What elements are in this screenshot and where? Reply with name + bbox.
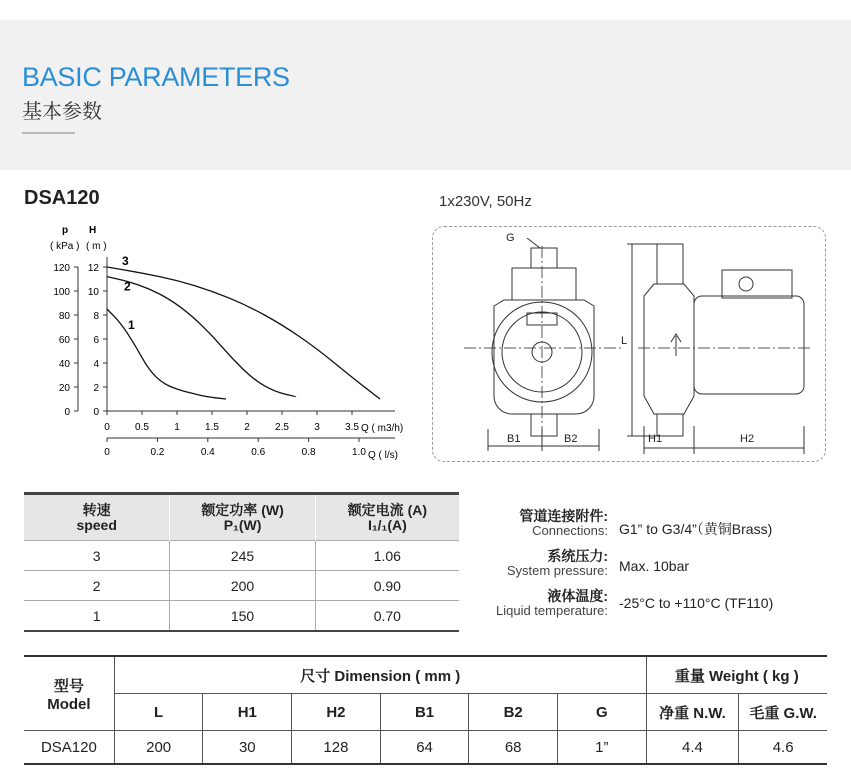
curve-label-2: 2 xyxy=(124,279,131,294)
p-tick-label: 120 xyxy=(53,263,70,274)
axis-p-unit: ( kPa ) xyxy=(50,241,80,252)
q-ls-tick-label: 1.0 xyxy=(352,447,366,458)
h-tick-label: 8 xyxy=(93,311,99,322)
p-tick-label: 40 xyxy=(58,359,70,370)
axis-q-ls-label: Q ( l/s) xyxy=(368,450,398,461)
spec-pressure-cn: 系统压力: xyxy=(547,548,608,564)
q-m3h-tick-label: 1 xyxy=(174,422,180,433)
page-title: BASIC PARAMETERS xyxy=(22,62,290,92)
curve-speed-2 xyxy=(107,277,296,397)
h-tick-label: 10 xyxy=(87,287,99,298)
speed-table xyxy=(24,492,459,632)
side-top-pipe xyxy=(657,244,683,284)
label-b1: B1 xyxy=(507,433,521,445)
left-axis-ticks xyxy=(53,257,107,418)
h-tick-label: 2 xyxy=(93,383,99,394)
performance-curve-chart xyxy=(30,222,410,467)
h-tick-label: 6 xyxy=(93,335,99,346)
curve-label-1: 1 xyxy=(128,318,135,332)
spec-connections-en: Connections: xyxy=(532,523,608,538)
q-m3h-tick-label: 1.5 xyxy=(205,422,219,433)
axis-h-unit: ( m ) xyxy=(86,241,107,252)
pump-technical-drawing xyxy=(432,226,826,462)
q-m3h-tick-label: 2 xyxy=(244,422,250,433)
q-m3h-tick-label: 3 xyxy=(314,422,320,433)
header-model: 型号 Model xyxy=(24,656,114,731)
curve-label-3: 3 xyxy=(122,254,129,268)
label-b2: B2 xyxy=(564,433,578,445)
table-row: 1 150 0.70 xyxy=(24,601,459,632)
dimension-table xyxy=(24,655,827,765)
q-ls-tick-label: 0.8 xyxy=(301,447,316,458)
speed-table-header xyxy=(24,494,459,541)
title-underline xyxy=(22,132,75,134)
table-row: 3 245 1.06 xyxy=(24,541,459,571)
q-m3h-tick-label: 0.5 xyxy=(135,422,149,433)
q-m3h-tick-label: 2.5 xyxy=(275,422,289,433)
p-tick-label: 0 xyxy=(64,407,70,418)
header-current: 额定电流 (A) I₁/₁(A) xyxy=(315,494,459,541)
header-speed: 转速 speed xyxy=(24,494,170,541)
q-m3h-tick-label: 3.5 xyxy=(345,422,359,433)
header-power: 额定功率 (W) P₁(W) xyxy=(170,494,315,541)
spec-connections-value: G1” to G3/4”（黄铜Brass) xyxy=(619,521,773,537)
flow-arrow xyxy=(671,334,681,356)
spec-temperature-value: -25°C to +110°C (TF110) xyxy=(619,595,774,611)
curve-speed-3 xyxy=(107,267,380,399)
spec-connections-cn: 管道连接附件: xyxy=(519,508,608,524)
bottom-pipe-connection xyxy=(531,414,557,436)
terminal-box xyxy=(512,268,576,300)
x-axis-ticks xyxy=(104,411,395,458)
top-pipe-connection xyxy=(531,248,557,268)
axis-h-label: H xyxy=(89,225,97,236)
p-tick-label: 80 xyxy=(58,311,70,322)
model-title: DSA120 xyxy=(24,187,100,209)
pump-body-outline xyxy=(494,300,594,414)
curve-speed-1 xyxy=(107,309,226,399)
q-ls-tick-label: 0.6 xyxy=(251,447,266,458)
label-g: G xyxy=(506,232,515,244)
page-subtitle: 基本参数 xyxy=(22,101,102,123)
spec-temperature-cn: 液体温度: xyxy=(547,588,608,604)
table-row: 2 200 0.90 xyxy=(24,571,459,601)
header-dimension: 尺寸 Dimension ( mm ) xyxy=(114,656,646,694)
voltage-label: 1x230V, 50Hz xyxy=(439,193,532,210)
side-terminal-screw xyxy=(739,277,753,291)
label-h1: H1 xyxy=(648,433,663,445)
q-ls-tick-label: 0.2 xyxy=(150,447,165,458)
p-tick-label: 100 xyxy=(53,287,70,298)
side-terminal-box xyxy=(722,270,792,298)
label-l: L xyxy=(621,335,628,347)
q-m3h-tick-label: 0 xyxy=(104,422,110,433)
spec-pressure-value: Max. 10bar xyxy=(619,558,690,574)
h-tick-label: 0 xyxy=(93,407,99,418)
p-tick-label: 60 xyxy=(58,335,70,346)
header-weight: 重量 Weight ( kg ) xyxy=(646,656,827,694)
table-row: DSA120 200 30 128 64 68 1” 4.4 4.6 xyxy=(24,731,827,765)
q-ls-tick-label: 0.4 xyxy=(200,447,215,458)
spec-temperature-en: Liquid temperature: xyxy=(495,603,608,618)
label-h2: H2 xyxy=(740,433,755,445)
p-tick-label: 20 xyxy=(58,383,70,394)
curve-series xyxy=(107,254,380,399)
h-tick-label: 4 xyxy=(93,359,99,370)
side-pump-body xyxy=(644,284,694,414)
header-band xyxy=(0,20,851,170)
spec-pressure-en: System pressure: xyxy=(506,563,608,578)
motor-housing xyxy=(694,296,804,394)
q-ls-tick-label: 0 xyxy=(104,447,110,458)
axis-p-label: p xyxy=(62,225,69,236)
g-leader xyxy=(527,238,540,248)
h-tick-label: 12 xyxy=(87,263,99,274)
axis-q-m3h-label: Q ( m3/h) xyxy=(361,423,404,434)
dimension-column-headers: L H1 H2 B1 B2 G 净重 N.W. 毛重 G.W. xyxy=(24,694,827,731)
